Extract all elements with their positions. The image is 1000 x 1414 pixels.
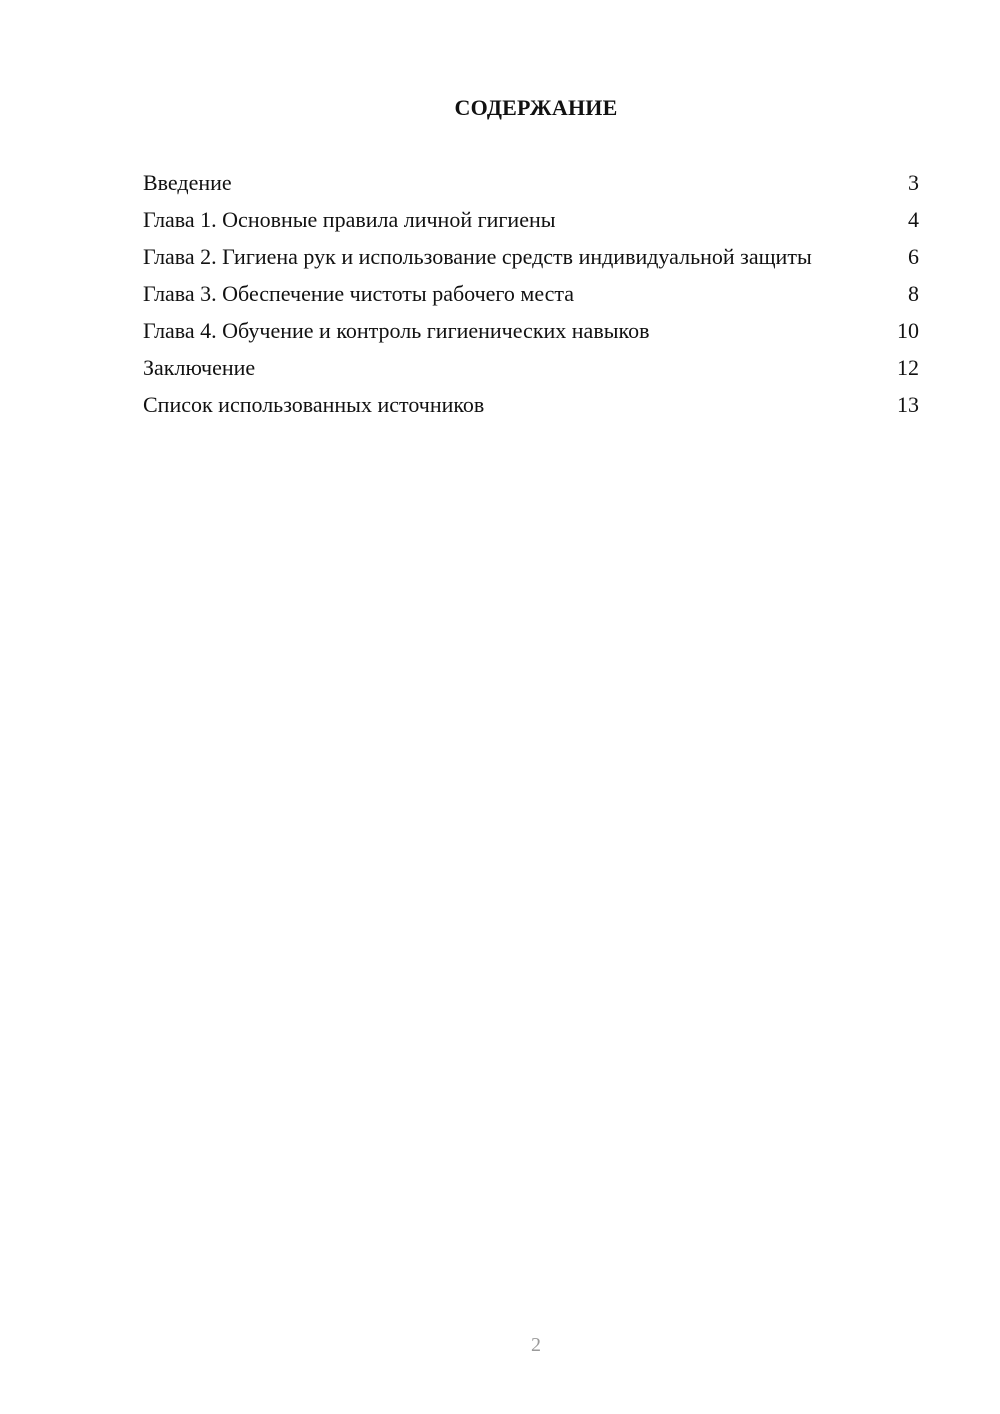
toc-entry-chapter-4: [143, 318, 919, 344]
toc-entry-text: Глава 2. Гигиена рук и использование средств индивидуальной защиты: [143, 244, 812, 269]
toc-entry-introduction: [143, 170, 919, 196]
toc-entry-text: Введение: [143, 170, 232, 195]
toc-entry-text: Глава 4. Обучение и контроль гигиенических навыков: [143, 318, 650, 343]
toc-title: СОДЕРЖАНИЕ: [454, 95, 618, 120]
toc-entry-chapter-2: [143, 244, 919, 270]
toc-entry-conclusion: [143, 355, 919, 381]
toc-entry-chapter-1: [143, 207, 919, 233]
toc-entry-text: Заключение: [143, 355, 256, 380]
toc-entry-text: Список использованных источников: [143, 392, 485, 417]
page-number: 2: [531, 1334, 541, 1356]
toc-entry-page: 3: [908, 170, 919, 195]
toc-entry-page: 4: [908, 207, 919, 232]
table-of-contents: [143, 170, 919, 429]
toc-entry-text: Глава 1. Основные правила личной гигиены: [143, 207, 556, 232]
toc-entry-page: 13: [897, 392, 919, 417]
toc-entry-references: [143, 392, 919, 418]
toc-entry-page: 10: [897, 318, 919, 343]
toc-entry-chapter-3: [143, 281, 919, 307]
toc-entry-text: Глава 3. Обеспечение чистоты рабочего места: [143, 281, 575, 306]
toc-entry-page: 12: [897, 355, 919, 380]
toc-entry-page: 6: [908, 244, 919, 269]
toc-entry-page: 8: [908, 281, 919, 306]
